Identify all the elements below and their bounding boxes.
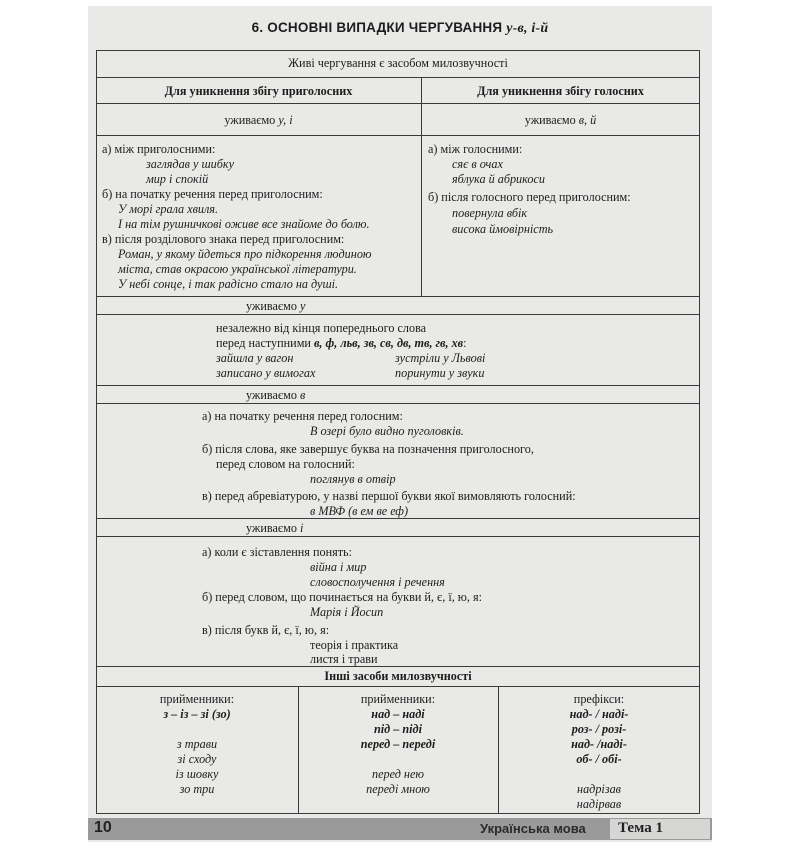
col3-example: надірвав: [576, 797, 622, 811]
right-example: яблука й абрикоси: [452, 172, 545, 186]
col3-example: надрізав: [577, 782, 621, 796]
page-footer: [88, 818, 712, 840]
section-v-rule-b: перед словом на голосний:: [216, 457, 355, 471]
col1-label: прийменники:: [159, 692, 235, 706]
col2-example: переді мною: [366, 782, 430, 796]
section-i-rule-b: б) перед словом, що починається на букви й, є, ї, ю, я:: [202, 590, 483, 604]
right-example: повернула вбік: [452, 206, 528, 220]
left-rule-b: б) на початку речення перед приголосним:: [102, 187, 323, 201]
section-u-example: зустріли у Львові: [395, 351, 486, 365]
page-title: 6. ОСНОВНІ ВИПАДКИ ЧЕРГУВАННЯ у-в, і-й: [251, 20, 549, 36]
col2-example: перед нею: [372, 767, 424, 781]
section-v-rule-c: в) перед абревіатурою, у назві першої букви якої вимовляють голосний:: [202, 489, 576, 503]
col1-forms: з – із – зі (зо): [163, 707, 231, 721]
right-rule-b: б) після голосного перед приголосним:: [428, 190, 631, 204]
section-i-example: словосполучення і речення: [310, 575, 445, 589]
section-u-letters: перед наступними в, ф, льв, зв, св, дв, тв, гв, хв:: [216, 336, 467, 350]
col3-form: роз- / розі-: [571, 722, 627, 736]
col3-form: над- / наді-: [569, 707, 629, 721]
section-v-header: уживаємо в: [246, 388, 306, 402]
section-u-header: уживаємо у: [246, 299, 306, 313]
section-v-rule-a: а) на початку речення перед голосним:: [202, 409, 403, 423]
left-example: У небі сонце, і так радісно стало на душі.: [118, 277, 339, 291]
left-example: У морі грала хвиля.: [118, 202, 219, 216]
other-means-header: Інші засоби милозвучності: [324, 669, 472, 683]
section-u-example: поринути у звуки: [395, 366, 485, 380]
section-u-rule: незалежно від кінця попереднього слова: [216, 321, 427, 335]
section-i-example: листя і трави: [310, 652, 378, 666]
footer-theme: Тема 1: [618, 820, 663, 836]
section-v-example: в МВФ (в ем ве еф): [310, 504, 409, 518]
section-v-rule-b: б) після слова, яке завершує буква на позначення приголосного,: [202, 442, 534, 456]
left-column-header: Для уникнення збігу приголосних: [164, 84, 353, 98]
col2-form: над – наді: [371, 707, 425, 721]
left-example: Роман, у якому йдеться про підкорення людиною: [118, 247, 372, 261]
section-i-example: теорія і практика: [310, 638, 399, 652]
footer-theme-box: [610, 819, 710, 839]
left-example: заглядав у шибку: [146, 157, 235, 171]
left-example: мир і спокій: [146, 172, 209, 186]
right-example: сяє в очах: [452, 157, 503, 171]
col2-form: перед – переді: [360, 737, 436, 751]
header-note: Живі чергування є засобом милозвучності: [288, 56, 508, 70]
col3-form: об- / обі-: [576, 752, 622, 766]
section-u-example: записано у вимогах: [216, 366, 316, 380]
col3-label: префікси:: [573, 692, 625, 706]
section-v-example: В озері було видно пуголовків.: [310, 424, 464, 438]
section-i-rule-c: в) після букв й, є, ї, ю, я:: [202, 623, 330, 637]
col1-example: з трави: [176, 737, 218, 751]
section-i-example: Марія і Йосип: [310, 605, 384, 619]
col2-form: під – піді: [374, 722, 422, 736]
right-use-label: уживаємо в, й: [524, 113, 597, 127]
section-v-example: поглянув в отвір: [310, 472, 396, 486]
col2-label: прийменники:: [360, 692, 436, 706]
section-i-rule-a: а) коли є зіставлення понять:: [202, 545, 352, 559]
section-i-example: війна і мир: [310, 560, 367, 574]
left-example: міста, став окрасою української літератури.: [118, 262, 357, 276]
left-rule-c: в) після розділового знака перед приголосним:: [102, 232, 345, 246]
textbook-page: [88, 6, 712, 842]
section-u-example: зайшла у вагон: [216, 351, 294, 365]
left-rule-a: а) між приголосними:: [102, 142, 216, 156]
col1-example: зо три: [179, 782, 215, 796]
left-use-label: уживаємо у, і: [224, 113, 293, 127]
col1-example: із шовку: [175, 767, 219, 781]
right-example: висока ймовірність: [452, 222, 554, 236]
section-i-header: уживаємо і: [246, 521, 304, 535]
col3-form: над- /наді-: [571, 737, 627, 751]
right-rule-a: а) між голосними:: [428, 142, 523, 156]
right-column-header: Для уникнення збігу голосних: [477, 84, 644, 98]
page-number: 10: [94, 819, 112, 836]
footer-subject: Українська мова: [480, 821, 586, 836]
left-example: І на тім рушничкові оживе все знайоме до болю.: [118, 217, 370, 231]
col1-example: зі сходу: [177, 752, 217, 766]
